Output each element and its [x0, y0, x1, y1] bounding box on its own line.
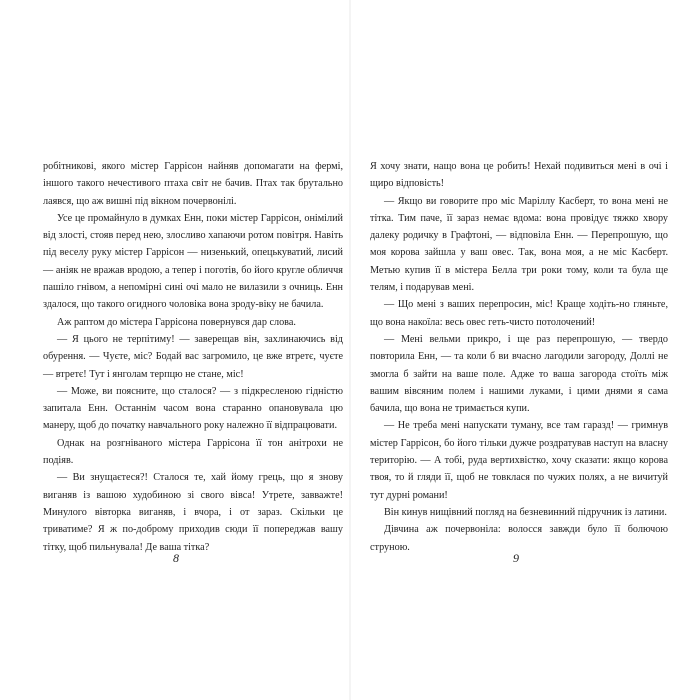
paragraph: Дівчина аж почервоніла: волосся завжди було її болючою струною.: [370, 524, 668, 553]
paragraph: Усе це промайнуло в думках Енн, поки містер Гаррісон, онімілий від злості, стояв перед нею, злосливо хапаючи ротом повітря. Навіть під веселу руку містер Гаррісон — низенький, опецькуватий, лисий — аніяк не вражав вродою, а тепер і поготів, бо його кругле обличчя пашіло гнівом, а непомірні сині очі мало не вилазили з очниць. Енн здалося, що такого огидного чоловіка вона зроду-віку не бачила.: [43, 212, 343, 311]
paragraph: — Не треба мені напускати туману, все там гаразд! — гримнув містер Гаррісон, бо його тільки дужче роздратував наступ на власну територію. — А тобі, руда вертихвістко, хочу сказати: якщо корова твоя, то й гляди її, щоб не товклася по чужих полях, а не вичитуй тут дурні романи!: [370, 420, 668, 501]
paragraph: Він кинув нищівний погляд на безневинний підручник із латини.: [384, 506, 667, 518]
right-page: [370, 158, 668, 556]
paragraph: Аж раптом до містера Гаррісона повернувся дар слова.: [57, 316, 296, 328]
book-gutter: [349, 0, 351, 700]
paragraph: — Мені вельми прикро, і ще раз перепрошую, — твердо повторила Енн, — та коли б ви вчасно лагодили загороду, Доллі не змогла б зайти на ваше поле. Адже то ваша загорода стоїть між вашим вівсяним полем і нашими луками, і цими днями я сама бачила, що вона не тримається купи.: [370, 333, 668, 415]
paragraph: — Може, ви поясните, що сталося? — з підкресленою гідністю запитала Енн. Останнім часом вона старанно опановувала цю манеру, щоб до початку навчального року належно її відпрацювати.: [43, 385, 343, 432]
page-number: 9: [513, 551, 519, 565]
paragraph: — Що мені з ваших перепросин, міс! Краще ходіть-но гляньте, що вона накоїла: весь овес геть-чисто потолочений!: [370, 299, 668, 328]
left-page: [43, 158, 343, 556]
page-number: 8: [173, 551, 179, 565]
paragraph: — Якщо ви говорите про міс Маріллу Касберт, то вона мені не тітка. Тим паче, її зараз немає вдома: вона провідує тяжко хвору далеку родичку в Графтоні, — відповіла Енн. — Перепрошую, що моя корова зайшла у ваш овес. Так, вона моя, а не міс Касберт. Метью купив її в містера Белла три роки тому, коли та була ще телям, і подарував мені.: [370, 195, 668, 294]
paragraph: робітникові, якого містер Гаррісон найняв допомагати на фермі, іншого такого нечестивого птаха світ не бачив. Птах так брутально лаявся, що аж вишні під вікном почервонілі.: [43, 161, 343, 207]
paragraph: Однак на розгніваного містера Гаррісона її тон анітрохи не подіяв.: [43, 437, 343, 467]
paragraph: Я хочу знати, нащо вона це робить! Нехай подивиться мені в очі і щиро відповість!: [370, 161, 668, 190]
paragraph: — Я цього не терпітиму! — заверещав він, захлинаючись від обурення. — Чуєте, міс? Бодай вас загромило, це вже втретє, чуєте — втретє! Тут і янголам терпцю не стане, міс!: [43, 333, 343, 380]
paragraph: — Ви знущаєтеся?! Сталося те, хай йому грець, що я знову виганяв із вашою худобиною зі свого вівса! Утрете, завважте! Минулого вівторка виганяв, і вчора, і от зараз. Скільки це триватиме? Я ж по-доброму приходив сюди її попереджав вашу тітку, щоб пильнувала! Де ваша тітка?: [43, 472, 343, 553]
